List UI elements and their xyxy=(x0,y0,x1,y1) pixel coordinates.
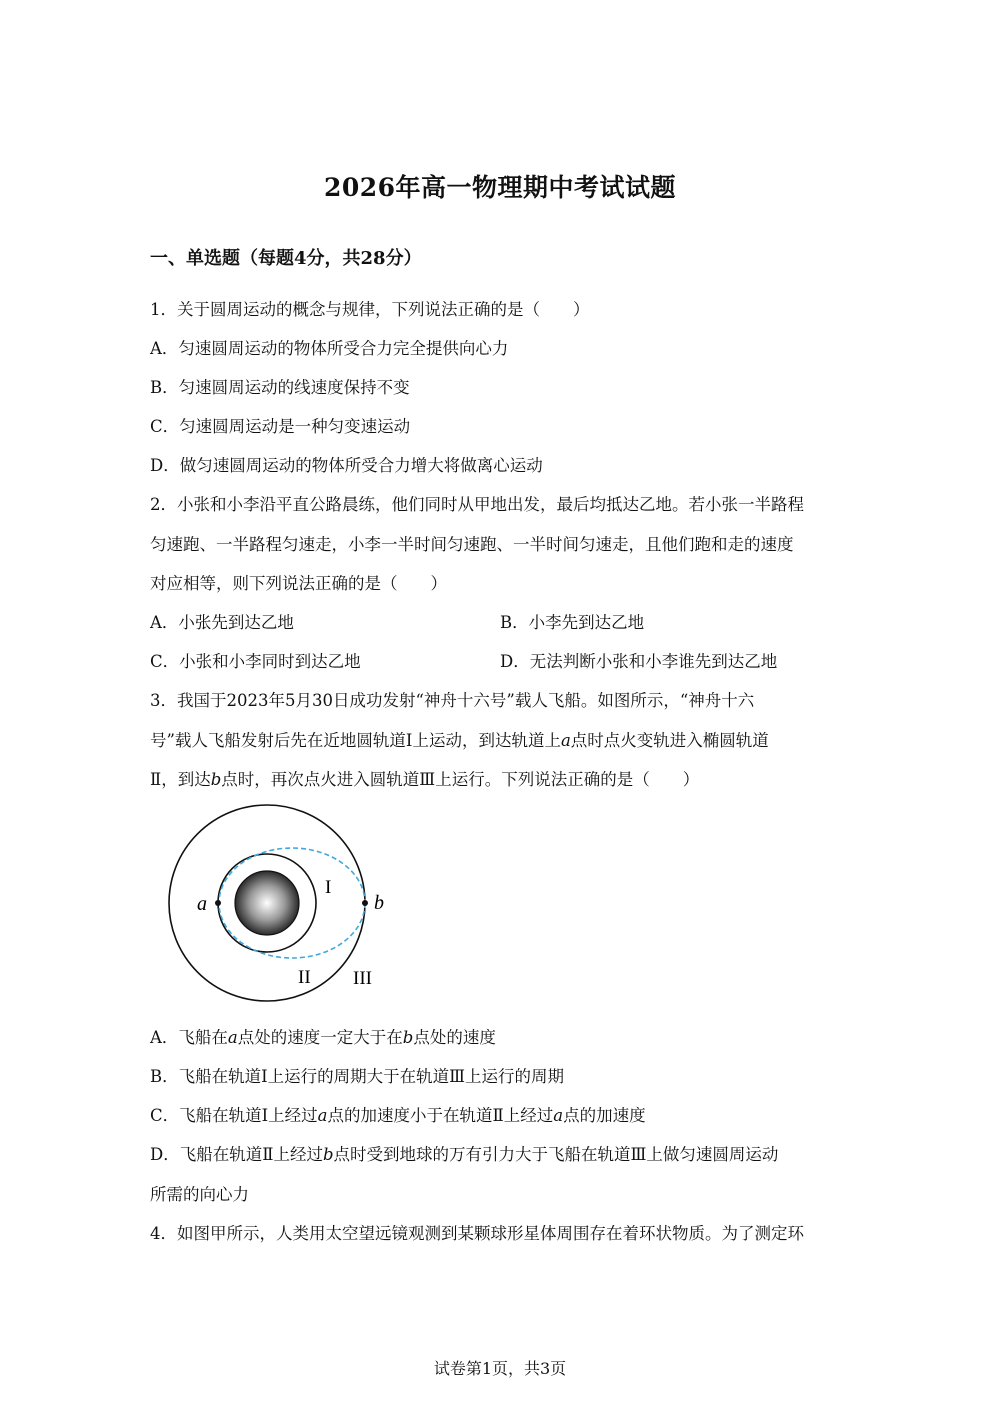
q3-option-d-part2: 点时受到地球的万有引力大于飞船在轨道Ⅲ上做匀速圆周运动 xyxy=(333,1145,779,1164)
q3-option-d xyxy=(150,1143,778,1167)
q3-option-d-part1: D．飞船在轨道Ⅱ上经过 xyxy=(150,1145,323,1164)
q3-option-d-var-b: b xyxy=(322,1145,334,1164)
q2-stem-line1: 2．小张和小李沿平直公路晨练，他们同时从甲地出发，最后均抵达乙地。若小张一半路程 xyxy=(150,495,804,514)
q1-option-a: A．匀速圆周运动的物体所受合力完全提供向心力 xyxy=(150,339,509,358)
q1-stem: 1．关于圆周运动的概念与规律，下列说法正确的是（ ） xyxy=(150,300,590,319)
q1-option-c: C．匀速圆周运动是一种匀变速运动 xyxy=(150,417,411,436)
q3-option-a-part1: A．飞船在 xyxy=(150,1028,228,1047)
q3-stem-line3 xyxy=(150,768,699,792)
q2-option-b: B．小李先到达乙地 xyxy=(500,613,645,632)
q2-stem-line2: 匀速跑、一半路程匀速走，小李一半时间匀速跑、一半时间匀速走，且他们跑和走的速度 xyxy=(150,535,794,554)
q3-option-c xyxy=(150,1104,646,1128)
q3-option-c-part3: 点的加速度 xyxy=(563,1106,646,1125)
q3-option-a-var-b: b xyxy=(402,1028,414,1047)
q3-var-b: b xyxy=(210,770,222,789)
point-a-dot xyxy=(215,900,221,906)
q3-option-a-part2: 点处的速度一定大于在 xyxy=(237,1028,403,1047)
q1-option-b: B．匀速圆周运动的线速度保持不变 xyxy=(150,378,410,397)
orbit-diagram xyxy=(160,803,400,1008)
q3-option-a-part3: 点处的速度 xyxy=(413,1028,496,1047)
section-heading: 一、单选题（每题4分，共28分） xyxy=(150,248,422,269)
point-b-dot xyxy=(362,900,368,906)
q3-option-d-continued: 所需的向心力 xyxy=(150,1185,249,1204)
label-orbit-i: I xyxy=(325,877,332,898)
q3-stem-line2-part1: 号”载人飞船发射后先在近地圆轨道Ⅰ上运动，到达轨道上 xyxy=(150,731,561,750)
q2-option-c: C．小张和小李同时到达乙地 xyxy=(150,652,361,671)
q3-option-a xyxy=(150,1026,496,1050)
q4-stem-line1: 4．如图甲所示，人类用太空望远镜观测到某颗球形星体周围存在着环状物质。为了测定环 xyxy=(150,1224,804,1243)
q2-option-a: A．小张先到达乙地 xyxy=(150,613,294,632)
q2-option-d: D．无法判断小张和小李谁先到达乙地 xyxy=(500,652,778,671)
q3-option-c-part1: C．飞船在轨道Ⅰ上经过 xyxy=(150,1106,318,1125)
q3-option-b: B．飞船在轨道Ⅰ上运行的周期大于在轨道Ⅲ上运行的周期 xyxy=(150,1067,565,1086)
q3-stem-line2 xyxy=(150,729,769,753)
q3-stem-line3-part2: 点时，再次点火进入圆轨道Ⅲ上运行。下列说法正确的是（ ） xyxy=(221,770,700,789)
page-title: 2026年高一物理期中考试试题 xyxy=(323,173,677,202)
q3-stem-line3-part1: Ⅱ，到达 xyxy=(150,770,211,789)
q1-option-d: D．做匀速圆周运动的物体所受合力增大将做离心运动 xyxy=(150,456,543,475)
q2-stem-line3: 对应相等，则下列说法正确的是（ ） xyxy=(150,574,447,593)
earth-sphere xyxy=(235,871,299,935)
label-orbit-iii: III xyxy=(353,968,372,989)
q3-var-a: a xyxy=(560,731,571,750)
q3-option-a-var-a: a xyxy=(227,1028,238,1047)
label-a: a xyxy=(197,893,207,915)
q3-stem-line1: 3．我国于2023年5月30日成功发射“神舟十六号”载人飞船。如图所示，“神舟十六 xyxy=(150,691,755,710)
page-footer: 试卷第1页，共3页 xyxy=(433,1359,567,1378)
label-orbit-ii: II xyxy=(298,967,311,988)
q3-option-c-part2: 点的加速度小于在轨道Ⅱ上经过 xyxy=(327,1106,554,1125)
q3-stem-line2-part2: 点时点火变轨进入椭圆轨道 xyxy=(570,731,769,750)
q3-option-c-var-a2: a xyxy=(553,1106,564,1125)
q3-option-c-var-a1: a xyxy=(317,1106,328,1125)
label-b: b xyxy=(374,892,384,914)
